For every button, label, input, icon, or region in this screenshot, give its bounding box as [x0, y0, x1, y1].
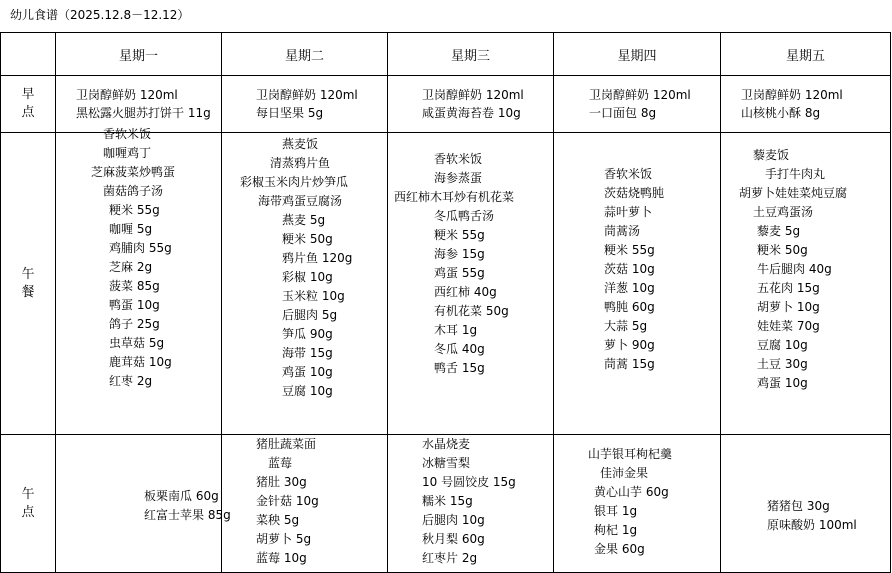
- menu-line: 粳米 50g: [282, 231, 333, 246]
- page-title: 幼儿食谱（2025.12.8－12.12）: [10, 8, 190, 22]
- lunch-label: [1, 133, 56, 435]
- breakfast-label: [1, 76, 56, 133]
- menu-line: 虫草菇 5g: [109, 335, 165, 350]
- cell-content: [56, 487, 231, 525]
- menu-line: 卫岗醇鲜奶 120ml: [256, 88, 358, 102]
- menu-line: 蓝莓 10g: [256, 551, 307, 565]
- snack-cell-5: [721, 435, 891, 573]
- day-header: 星期二: [222, 33, 388, 76]
- menu-line: 佳沛金果: [600, 465, 649, 480]
- menu-line: 10 号圆饺皮 15g: [422, 475, 516, 489]
- breakfast-cell-2: [222, 76, 388, 133]
- menu-line: 芝麻菠菜炒鸭蛋: [91, 164, 176, 179]
- snack-row: [1, 435, 891, 573]
- menu-line: 香软米饭: [604, 167, 653, 181]
- menu-line: 海带鸡蛋豆腐汤: [258, 193, 343, 208]
- lunch-cell-4: [554, 133, 721, 435]
- menu-line: 彩椒 10g: [282, 269, 333, 284]
- row-label-char: 午: [21, 486, 35, 502]
- menu-line: 猪猪包 30g: [767, 498, 830, 513]
- cell-content: [56, 125, 221, 391]
- menu-line: 鸽子 25g: [109, 316, 160, 331]
- menu-line: 茨菇 10g: [604, 262, 655, 276]
- menu-line: 冰糖雪梨: [422, 456, 471, 470]
- menu-line: 黄心山芋 60g: [594, 484, 669, 499]
- breakfast-cell-3: [388, 76, 554, 133]
- menu-line: 彩椒玉米肉片炒笋瓜: [240, 174, 349, 189]
- menu-line: 卫岗醇鲜奶 120ml: [741, 88, 843, 102]
- menu-line: 西红柿木耳炒有机花菜: [394, 189, 515, 204]
- menu-line: 香软米饭: [103, 126, 152, 141]
- menu-line: 咸蛋黄海苔卷 10g: [422, 106, 521, 120]
- menu-line: 有机花菜 50g: [434, 303, 509, 318]
- menu-line: 一口面包 8g: [589, 106, 657, 120]
- menu-line: 海参蒸蛋: [434, 170, 483, 185]
- menu-line: 娃娃菜 70g: [757, 319, 820, 333]
- lunch-cell-1: [56, 126, 222, 435]
- menu-line: 黑松露火腿苏打饼干 11g: [76, 106, 211, 120]
- menu-line: 燕麦 5g: [282, 212, 326, 227]
- menu-line: 红枣片 2g: [422, 551, 478, 565]
- cell-content: [388, 86, 553, 122]
- menu-line: 咖喱鸡丁: [103, 145, 152, 160]
- cell-content: [721, 146, 890, 393]
- cell-content: [554, 86, 720, 122]
- menu-line: 蓝莓: [268, 456, 293, 470]
- cell-content: [554, 445, 720, 559]
- menu-line: 粳米 55g: [604, 243, 655, 257]
- menu-line: 红富士苹果 85g: [144, 507, 231, 522]
- lunch-cell-3: [388, 133, 554, 435]
- menu-line: 鸡蛋 10g: [757, 376, 808, 390]
- menu-line: 粳米 55g: [434, 227, 485, 242]
- menu-line: 藜麦 5g: [757, 224, 801, 238]
- menu-line: 洋葱 10g: [604, 281, 655, 295]
- menu-line: 卫岗醇鲜奶 120ml: [76, 88, 178, 102]
- cell-content: [222, 435, 387, 568]
- menu-line: 水晶烧麦: [422, 437, 471, 451]
- lunch-row: [1, 133, 891, 435]
- menu-line: 冬瓜鸭舌汤: [434, 208, 495, 223]
- menu-line: 大蒜 5g: [604, 319, 648, 333]
- menu-line: 蒜叶萝卜: [604, 205, 653, 219]
- menu-line: 玉米粒 10g: [282, 288, 345, 303]
- row-label-char: 午: [21, 266, 35, 282]
- menu-line: 板栗南瓜 60g: [144, 488, 219, 503]
- menu-line: 木耳 1g: [434, 322, 478, 337]
- menu-line: 土豆 30g: [757, 357, 808, 371]
- cell-content: [56, 86, 221, 122]
- lunch-cell-2: [222, 133, 388, 435]
- menu-line: 鸡脯肉 55g: [109, 240, 172, 255]
- day-header: 星期三: [388, 33, 554, 76]
- menu-line: 冬瓜 40g: [434, 341, 485, 356]
- snack-cell-4: [554, 435, 721, 573]
- menu-line: 金针菇 10g: [256, 494, 319, 508]
- menu-line: 菌菇鸽子汤: [103, 183, 164, 198]
- cell-content: [554, 165, 720, 374]
- menu-line: 芝麻 2g: [109, 259, 153, 274]
- lunch-cell-5: [721, 133, 891, 435]
- menu-line: 茼蒿 15g: [604, 357, 655, 371]
- cell-content: [388, 150, 553, 378]
- menu-line: 鸭蛋 10g: [109, 297, 160, 312]
- menu-line: 猪肚蔬菜面: [256, 437, 317, 451]
- menu-line: 每日坚果 5g: [256, 106, 324, 120]
- menu-line: 海参 15g: [434, 246, 485, 261]
- row-label-char: 点: [21, 504, 35, 520]
- menu-line: 卫岗醇鲜奶 120ml: [589, 88, 691, 102]
- menu-line: 海带 15g: [282, 345, 333, 360]
- snack-cell-3: [388, 435, 554, 573]
- menu-line: 豆腐 10g: [757, 338, 808, 352]
- menu-line: 茨菇烧鸭肫: [604, 186, 665, 200]
- menu-line: 胡萝卜 5g: [256, 532, 312, 546]
- menu-line: 粳米 50g: [757, 243, 808, 257]
- day-header: 星期一: [56, 33, 222, 76]
- cell-content: [222, 86, 387, 122]
- menu-line: 粳米 55g: [109, 202, 160, 217]
- menu-line: 茼蒿汤: [604, 224, 641, 238]
- menu-line: 手打牛肉丸: [765, 167, 826, 181]
- menu-line: 土豆鸡蛋汤: [753, 205, 814, 219]
- menu-line: 卫岗醇鲜奶 120ml: [422, 88, 524, 102]
- menu-table: [0, 32, 891, 573]
- menu-line: 后腿肉 10g: [422, 513, 485, 527]
- menu-line: 菠菜 85g: [109, 278, 160, 293]
- menu-line: 山芋银耳枸杞羹: [588, 446, 673, 461]
- menu-line: 原味酸奶 100ml: [767, 517, 857, 532]
- menu-line: 秋月梨 60g: [422, 532, 485, 546]
- menu-line: 猪肚 30g: [256, 475, 307, 489]
- breakfast-cell-5: [721, 76, 891, 133]
- menu-line: 胡萝卜娃娃菜炖豆腐: [739, 186, 848, 200]
- menu-line: 鸡蛋 55g: [434, 265, 485, 280]
- menu-line: 五花肉 15g: [757, 281, 820, 295]
- menu-line: 豆腐 10g: [282, 383, 333, 398]
- menu-line: 红枣 2g: [109, 373, 153, 388]
- menu-line: 鸭肫 60g: [604, 300, 655, 314]
- menu-line: 山核桃小酥 8g: [741, 106, 821, 120]
- menu-line: 鸦片鱼 120g: [282, 250, 353, 265]
- menu-line: 燕麦饭: [282, 136, 319, 151]
- menu-line: 笋瓜 90g: [282, 326, 333, 341]
- menu-line: 后腿肉 5g: [282, 307, 338, 322]
- menu-line: 萝卜 90g: [604, 338, 655, 352]
- day-header: 星期五: [721, 33, 891, 76]
- snack-label: [1, 435, 56, 573]
- menu-line: 牛后腿肉 40g: [757, 262, 832, 276]
- snack-cell-2: [222, 435, 388, 573]
- breakfast-cell-4: [554, 76, 721, 133]
- menu-line: 清蒸鸦片鱼: [270, 155, 331, 170]
- menu-line: 菜秧 5g: [256, 513, 300, 527]
- cell-content: [721, 497, 890, 535]
- menu-line: 咖喱 5g: [109, 221, 153, 236]
- cell-content: [721, 86, 890, 122]
- menu-line: 银耳 1g: [594, 503, 638, 518]
- menu-line: 鹿茸菇 10g: [109, 354, 172, 369]
- menu-line: 糯米 15g: [422, 494, 473, 508]
- row-label-char: 早: [21, 87, 35, 102]
- header-row: [1, 33, 891, 76]
- menu-line: 金果 60g: [594, 541, 645, 556]
- day-header: 星期四: [554, 33, 721, 76]
- menu-line: 西红柿 40g: [434, 284, 497, 299]
- menu-line: 枸杞 1g: [594, 522, 638, 537]
- menu-line: 鸡蛋 10g: [282, 364, 333, 379]
- menu-line: 香软米饭: [434, 151, 483, 166]
- row-label-char: 点: [21, 105, 35, 120]
- snack-cell-1: [56, 435, 231, 573]
- menu-line: 胡萝卜 10g: [757, 300, 820, 314]
- cell-content: [222, 135, 387, 401]
- row-label-char: 餐: [21, 284, 35, 300]
- cell-content: [388, 435, 553, 568]
- menu-line: 鸭舌 15g: [434, 360, 485, 375]
- corner-cell: [1, 33, 56, 76]
- menu-line: 藜麦饭: [753, 148, 790, 162]
